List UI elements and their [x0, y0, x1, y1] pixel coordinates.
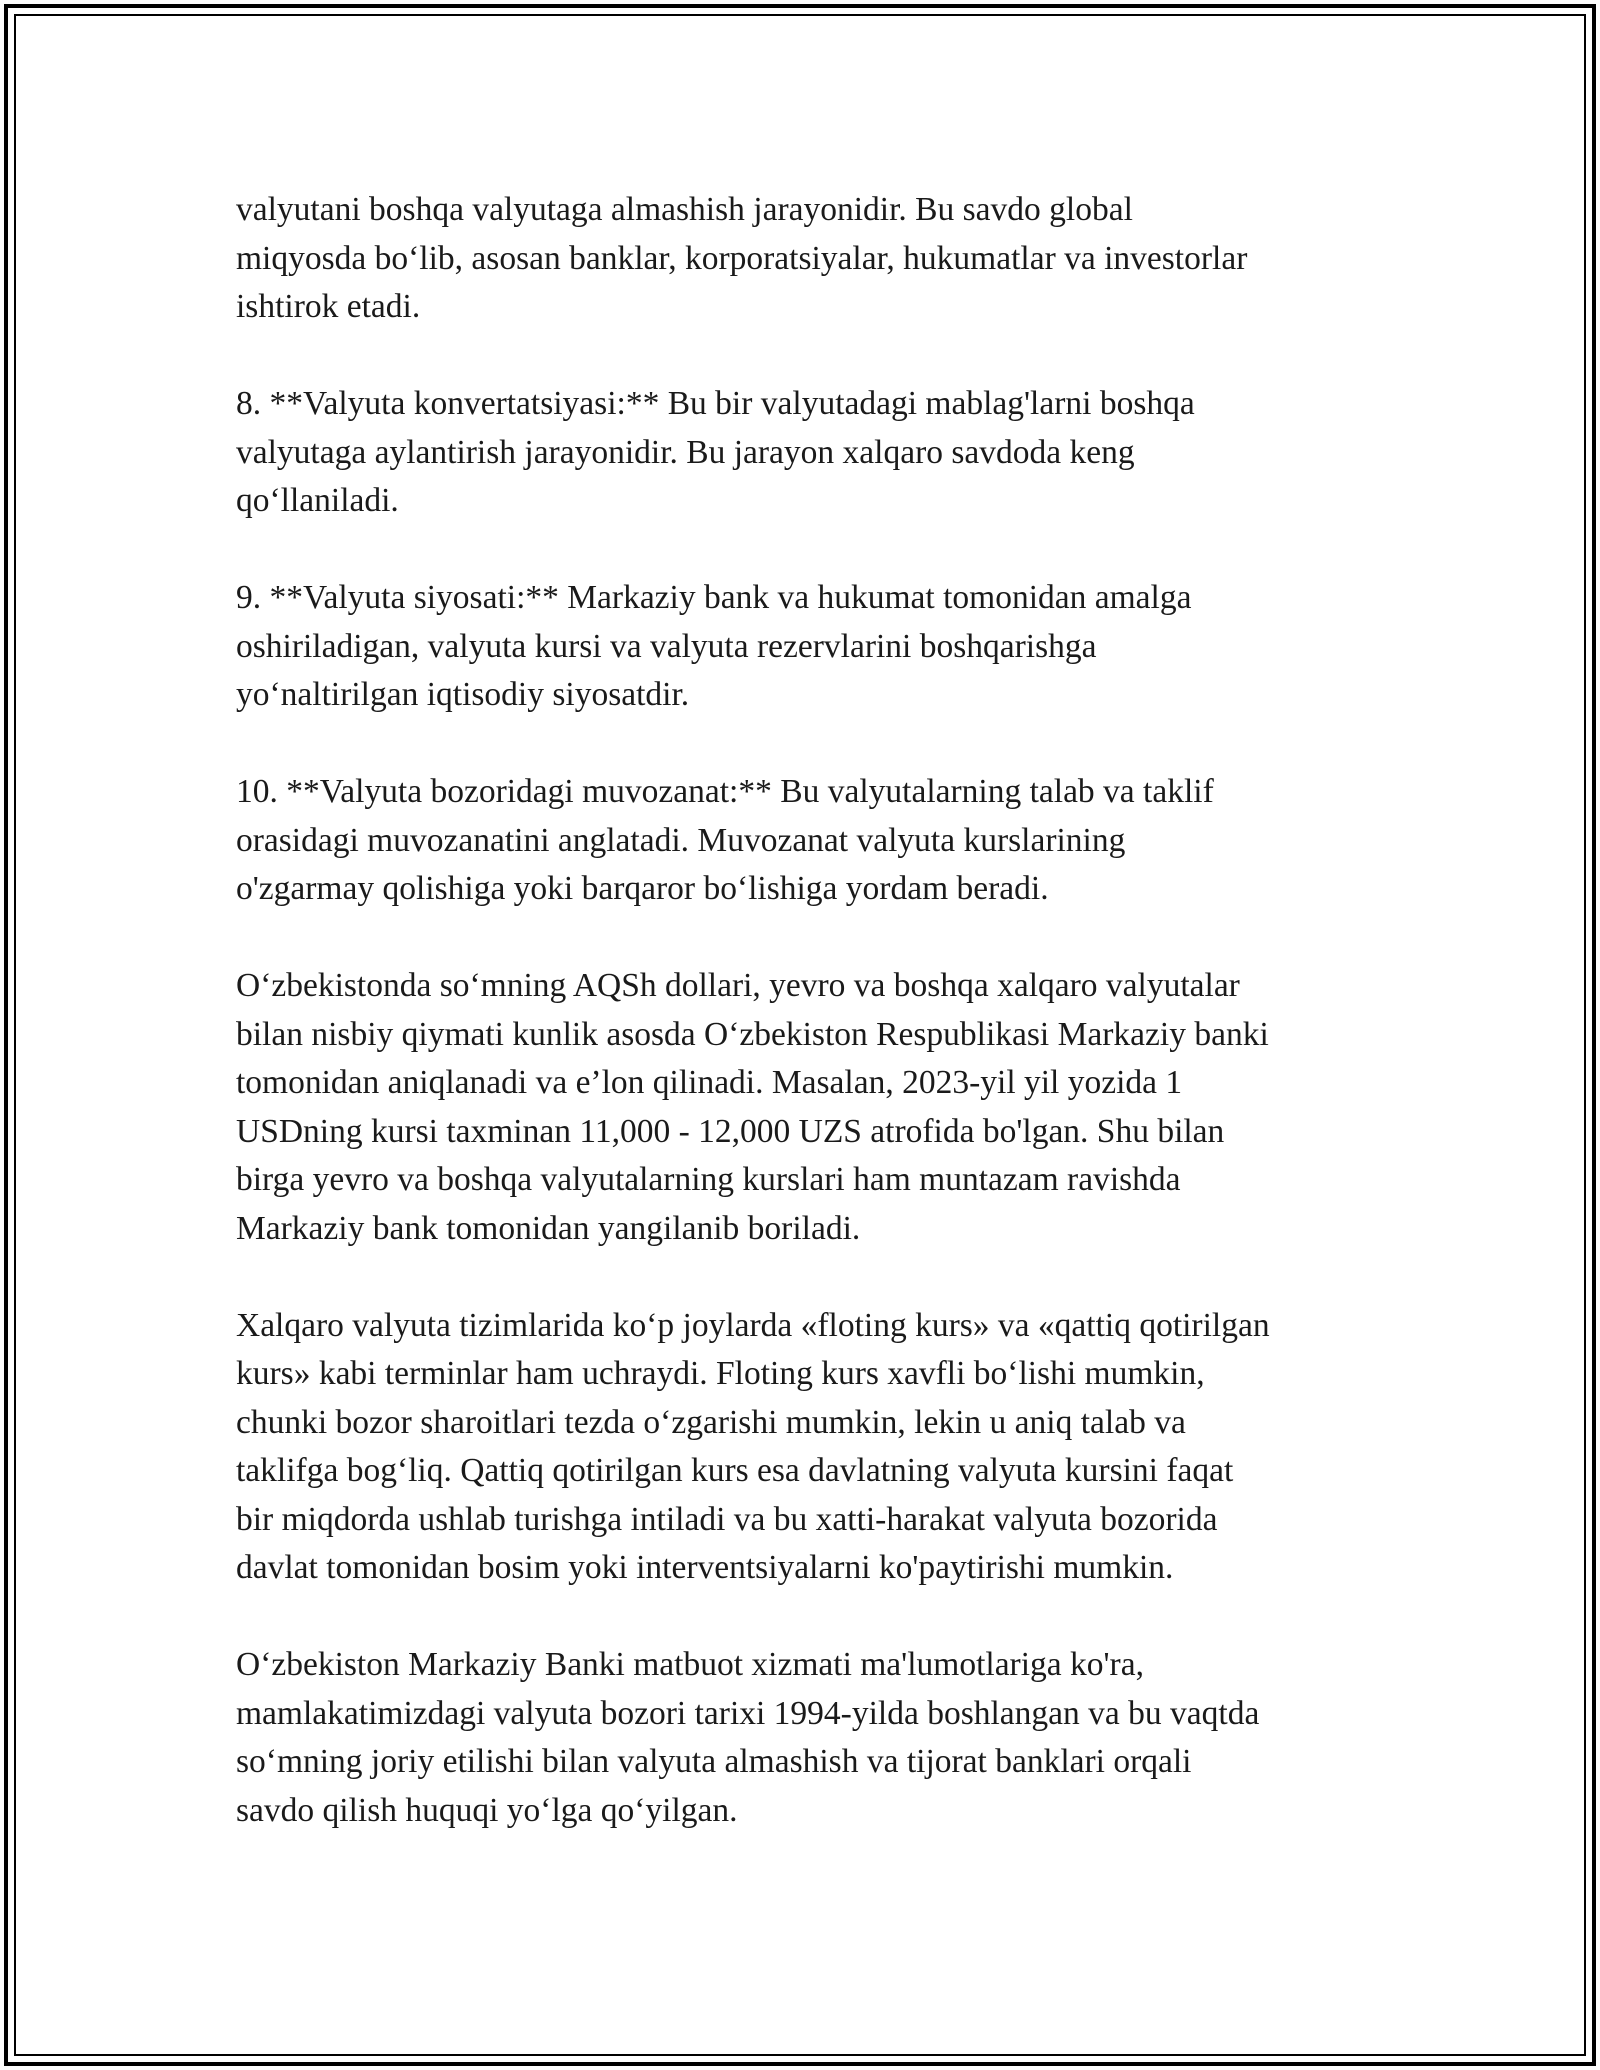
paragraph-uzbekistan-rates: O‘zbekistonda so‘mning AQSh dollari, yevro va boshqa xalqaro valyutalar bilan nisbiy qiymati kunlik asosda O‘zbekiston Respublikasi Markaziy banki tomonidan aniqlanadi va e’lon qilinadi. Masalan, 2023-yil yil yozida 1 USDning kursi taxminan 11,000 - 12,000 UZS atrofida bo'lgan. Shu bilan birga yevro va boshqa valyutalarning kurslari ham muntazam ravishda Markaziy bank tomonidan yangilanib boriladi. — [236, 967, 1269, 1247]
paragraph-item-8-conversion: 8. **Valyuta konvertatsiyasi:** Bu bir valyutadagi mablag'larni boshqa valyutaga aylantirish jarayonidir. Bu jarayon xalqaro savdoda keng qo‘llaniladi. — [236, 385, 1195, 519]
document-body — [236, 186, 1376, 1884]
paragraph-forex-definition: valyutani boshqa valyutaga almashish jarayonidir. Bu savdo global miqyosda bo‘lib, asosan banklar, korporatsiyalar, hukumatlar va investorlar ishtirok etadi. — [236, 191, 1248, 325]
paragraph-floating-fixed-rates: Xalqaro valyuta tizimlarida ko‘p joylarda «floting kurs» va «qattiq qotirilgan kurs» kabi terminlar ham uchraydi. Floting kurs xavfli bo‘lishi mumkin, chunki bozor sharoitlari tezda o‘zgarishi mumkin, lekin u aniq talab va taklifga bog‘liq. Qattiq qotirilgan kurs esa davlatning valyuta kursini faqat bir miqdorda ushlab turishga intiladi va bu xatti-harakat valyuta bozorida davlat tomonidan bosim yoki interventsiyalarni ko'paytirishi mumkin. — [236, 1306, 1270, 1586]
paragraph-item-10-equilibrium: 10. **Valyuta bozoridagi muvozanat:** Bu valyutalarning talab va taklif orasidagi muvozanatini anglatadi. Muvozanat valyuta kurslarining o'zgarmay qolishiga yoki barqaror bo‘lishiga yordam beradi. — [236, 773, 1214, 907]
paragraph-item-9-policy: 9. **Valyuta siyosati:** Markaziy bank va hukumat tomonidan amalga oshiriladigan, valyuta kursi va valyuta rezervlarini boshqarishga yo‘naltirilgan iqtisodiy siyosatdir. — [236, 579, 1192, 713]
paragraph-central-bank-history: O‘zbekiston Markaziy Banki matbuot xizmati ma'lumotlariga ko'ra, mamlakatimizdagi valyuta bozori tarixi 1994-yilda boshlangan va bu vaqtda so‘mning joriy etilishi bilan valyuta almashish va tijorat banklari orqali savdo qilish huquqi yo‘lga qo‘yilgan. — [236, 1646, 1260, 1829]
